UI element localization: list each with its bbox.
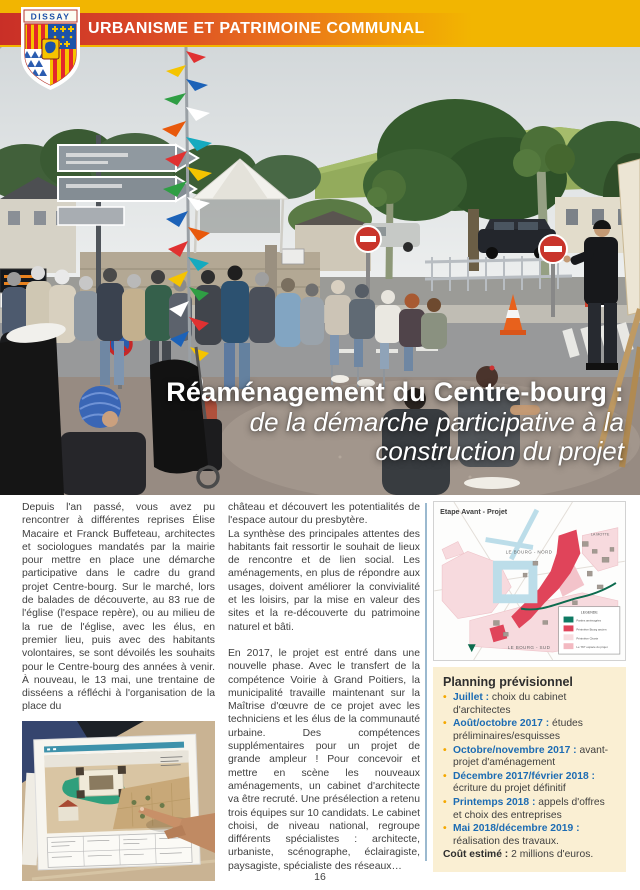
article-paragraph: La synthèse des principales attentes des habitants fait ressortir le souhait de lieux de rencontre et de lien social. Les aménagements, en plus de répondre aux usages, doivent améliorer la convivialité et les loisirs, par la mise en valeur des sites et la re-découverte du patrimoine naturel et bâti.: [228, 528, 420, 633]
map-label-sud: LE BOURG - SUD: [507, 645, 551, 651]
estimated-cost: Coût estimé : 2 millions d'euros.: [443, 849, 594, 861]
hero-title-line1: Réaménagement du Centre-bourg :: [166, 377, 624, 407]
legend-title: LEGENDE: [580, 610, 598, 615]
planning-item: • Juillet : choix du cabinet d'architectes: [443, 692, 616, 717]
legend-swatch: [564, 617, 574, 623]
article-column-1: [22, 501, 215, 881]
article-body: [0, 495, 640, 881]
section-title: URBANISME ET PATRIMOINE COMMUNAL: [88, 20, 425, 37]
map-label-motte: LA MOTTE: [590, 532, 610, 537]
legend-swatch: [564, 625, 574, 631]
hero-title: [166, 377, 624, 466]
section-header: [0, 0, 640, 47]
legend-swatch: [564, 643, 574, 649]
legend-label: Parties aménagées: [576, 618, 602, 623]
hero-photo: [0, 47, 640, 495]
project-map: [433, 501, 626, 661]
article-column-2: [228, 501, 420, 881]
model-sheet: [34, 734, 200, 870]
legend-label: Le "83" espace du projet: [576, 645, 608, 650]
planning-item: • Mai 2018/décembre 2019 : réalisation des travaux.: [443, 823, 616, 848]
planning-list: [443, 692, 616, 848]
planning-item: • Août/octobre 2017 : études préliminaires/esquisses: [443, 718, 616, 743]
article-paragraph: Depuis l'an passé, vous avez pu rencontrer à différentes reprises Élise Macaire et Franck Buffeteau, architectes et sociologues mandatés par la mairie pour mettre en place une démarche participative dans le cadre du grand projet Centre-bourg. Sur le marché, lors de balades de découverte, au 83 rue de l'église (l'espace repère), ou au milieu de la rue de l'église, avec les élus, en premier lieu, puis avec des habitants volontaires, se sont dévoilés les souhaits pour le Centre-bourg des années à venir. À nouveau, le 13 mai, une trentaine de disséens a réfléchi à l'organisation de la place du: [22, 502, 215, 713]
map-label-nord: LE BOURG - NORD: [505, 549, 553, 555]
town-crest: [19, 5, 82, 94]
article-paragraph: En 2017, le projet est entré dans une nouvelle phase. Avec le transfert de la compétence Voirie à Grand Poitiers, la municipalité travaille maintenant sur la Maîtrise d'œuvre de ce projet avec les techniciens et les élus de la communauté urbaine. Des compétences supplémentaires pour un projet de grande ampleur ! Pour concevoir et mettre en scène les nouveaux aménagements, un cabinet d'architecte va être recruté. Une présélection a retenu trois équipes sur 10 candidats. Le cabinet choisi, de niveau national, regroupe différents spécialistes : architecte, urbaniste, scénographe, éclairagiste, paysagiste, spécialiste des réseaux…: [228, 647, 420, 872]
map-title: Etape Avant - Projet: [440, 507, 508, 516]
planning-box: [433, 667, 626, 872]
planning-item: • Octobre/novembre 2017 : avant-projet d'aménagement: [443, 745, 616, 770]
crest-label: DISSAY: [30, 11, 71, 22]
legend-label: Périmètre Charte: [576, 636, 599, 641]
sidebar-column: [433, 501, 626, 881]
planning-item: • Printemps 2018 : appels d'offres et choix des entreprises: [443, 797, 616, 822]
map-legend: [559, 607, 620, 654]
article-paragraph: château et découvert les potentialités de l'espace autour du presbytère.: [228, 502, 420, 527]
legend-label: Périmètre Bourg ancien: [576, 627, 607, 632]
planning-item: • Décembre 2017/février 2018 : écriture du projet définitif: [443, 771, 616, 796]
crest-shield-icon: [19, 5, 82, 94]
hero-title-line3: construction du projet: [375, 436, 624, 466]
page-footer: [0, 871, 640, 883]
model-photo: [22, 721, 215, 881]
page-number: 16: [314, 871, 326, 883]
legend-swatch: [564, 634, 574, 640]
hero-title-line2: de la démarche participative à la: [249, 407, 624, 437]
planning-title: Planning prévisionnel: [443, 675, 573, 689]
